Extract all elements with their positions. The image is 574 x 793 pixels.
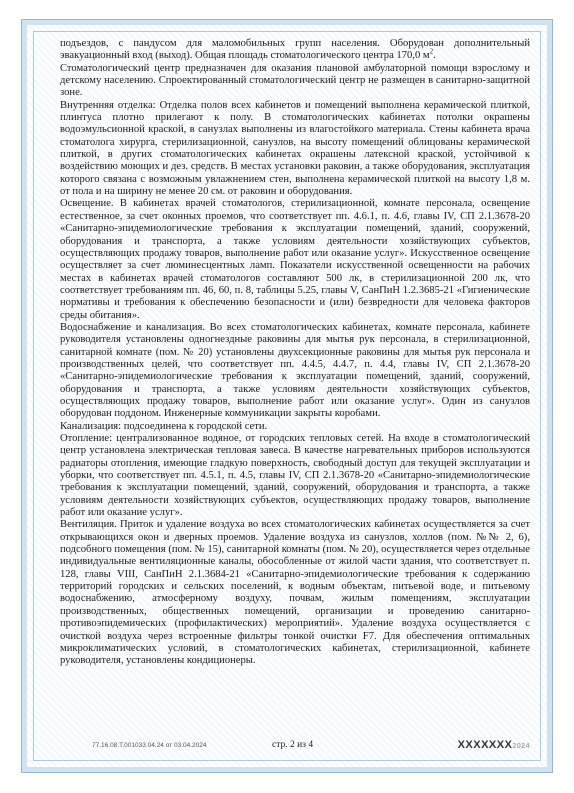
- paragraph-entrance: подъездов, с пандусом для маломобильных групп населения. Оборудован дополнительный эвакуационный вход (выход). Общая площадь стоматологического центра 170,0 $м^2$.: [60, 38, 530, 62]
- paragraph-ventilation: Вентиляция. Приток и удаление воздуха во всех стоматологических кабинетах осуществляется за счет открывающихся окон и дверных проемов. Удаление воздуха из санузлов, холлов (пом. №№ 2, 6), подсобного помещения (пом. № 15), санитарной комнаты (пом. № 20), осуществляется через отдельные индивидуальные вентиляционные каналы, обособленные от жилой части здания, что соответствует п. 128, главы VIII, СанПиН 2.1.3684-21 «Санитарно-эпидемиологические требования к содержанию территорий городских и сельских поселений, к водным объектам, питьевой воде, и питьевому водоснабжению, атмосферному воздуху, почвам, жилым помещениям, эксплуатации производственных, общественных помещений, организации и проведению санитарно-противоэпидемических (профилактических) мероприятий». Удаление воздуха осуществляется с очисткой воздуха через встроенные фильтры тонкой очистки F7. Для обеспечения оптимальных микроклиматических условий, в стоматологических кабинетах, стерилизационной, кабинете руководителя, установлены кондиционеры.: [60, 519, 530, 667]
- paragraph-lighting: Освещение. В кабинетах врачей стоматологов, стерилизационной, комнате персонала, освещение естественное, за счет оконных проемов, что соответствует пп. 4.6.1, п. 4.6, главы IV, СП 2.1.3678-20 «Санитарно-эпидемиологические требования к эксплуатации помещений, зданий, сооружений, оборудования и транспорта, а также условиям деятельности хозяйствующих субъектов, осуществляющих продажу товаров, выполнение работ или оказание услуг». Искусственное освещение осуществляет за счет люминесцентных ламп. Показатели искусственной освещенности на рабочих местах в кабинетах врачей стоматологов составляют 500 лк, в стерилизационной 200 лк, что соответствует требованиям пп. 46, 60, п. 8, таблицы 5.25, главы V, СанПиН 1.2.3685-21 «Гигиенические нормативы и требования к обеспечению безопасности и (или) безвредности для человека факторов среды обитания».: [60, 198, 530, 321]
- blank-code: XXXXXXX2024: [457, 739, 530, 751]
- paragraph-interior-finish: Внутренняя отделка: Отделка полов всех кабинетов и помещений выполнена керамической плиткой, плинтуса плотно прилегают к полу. В стоматологических кабинетах потолки окрашены водоэмульсионной краской, в санузлах выполнены из влагостойкого материала. Стены кабинета врача стоматолога хирурга, стерилизационной, санузлов, на высоту помещений облицованы керамической плиткой, в других стоматологических кабинетах окрашены латексной краской, устойчивой к воздействию моющих и дез. средств. В местах установки раковин, а также оборудования, эксплуатация которого связана с возможным увлажнением стен, выполнена керамической плиткой на высоту 1,8 м. от пола и на ширину не менее 20 см. от раковин и оборудования.: [60, 99, 530, 198]
- paragraph-sewerage: Канализация: подсоединена к городской сети.: [60, 420, 268, 432]
- area-unit-superscript: 2: [429, 47, 434, 56]
- document-body: [60, 38, 530, 668]
- paragraph-heating: Отопление: централизованное водяное, от городских тепловых сетей. На входе в стоматологический центр установлена электрическая тепловая завеса. В качестве нагревательных приборов используются радиаторы отопления, имеющие гладкую поверхность, свободный доступ для текущей эксплуатации и уборки, что соответствует пп. 4.5.1, п. 4.5, главы IV, СП 2.1.3678-20 «Санитарно-эпидемиологические требования к эксплуатации помещений, зданий, сооружений, оборудования и транспорта, а также условиям деятельности хозяйствующих субъектов, осуществляющих продажу товаров, выполнение работ или оказание услуг».: [60, 433, 530, 519]
- paragraph-purpose: Стоматологический центр предназначен для оказания плановой амбулаторной помощи взрослому и детскому населению. Спроектированный стоматологический центр не размещен в санитарно-защитной зоне.: [60, 62, 530, 99]
- registration-number: 77.16.08.Т.001033.04.24 от 03.04.2024: [92, 742, 207, 749]
- page-footer: [62, 739, 530, 753]
- paragraph-water-supply: Водоснабжение и канализация. Во всех стоматологических кабинетах, комнате персонала, кабинете руководителя установлены одногнездные раковины для мытья рук персонала, в стерилизационной, санитарной комнате (пом. № 20) установлены двухсекционные раковины для мытья рук персонала и производственных целей, что соответствует пп. 4.4.5, 4.4.7, п. 4.4, главы IV, СП 2.1.3678-20 «Санитарно-эпидемиологические требования к эксплуатации помещений, зданий, сооружений, оборудования и транспорта, а также условиям деятельности хозяйствующих субъектов, осуществляющих продажу товаров, выполнение работ или оказание услуг». Один из санузлов оборудован поддоном. Инженерные коммуникации закрыты коробами.: [60, 321, 530, 420]
- page-number: стр. 2 из 4: [272, 740, 314, 750]
